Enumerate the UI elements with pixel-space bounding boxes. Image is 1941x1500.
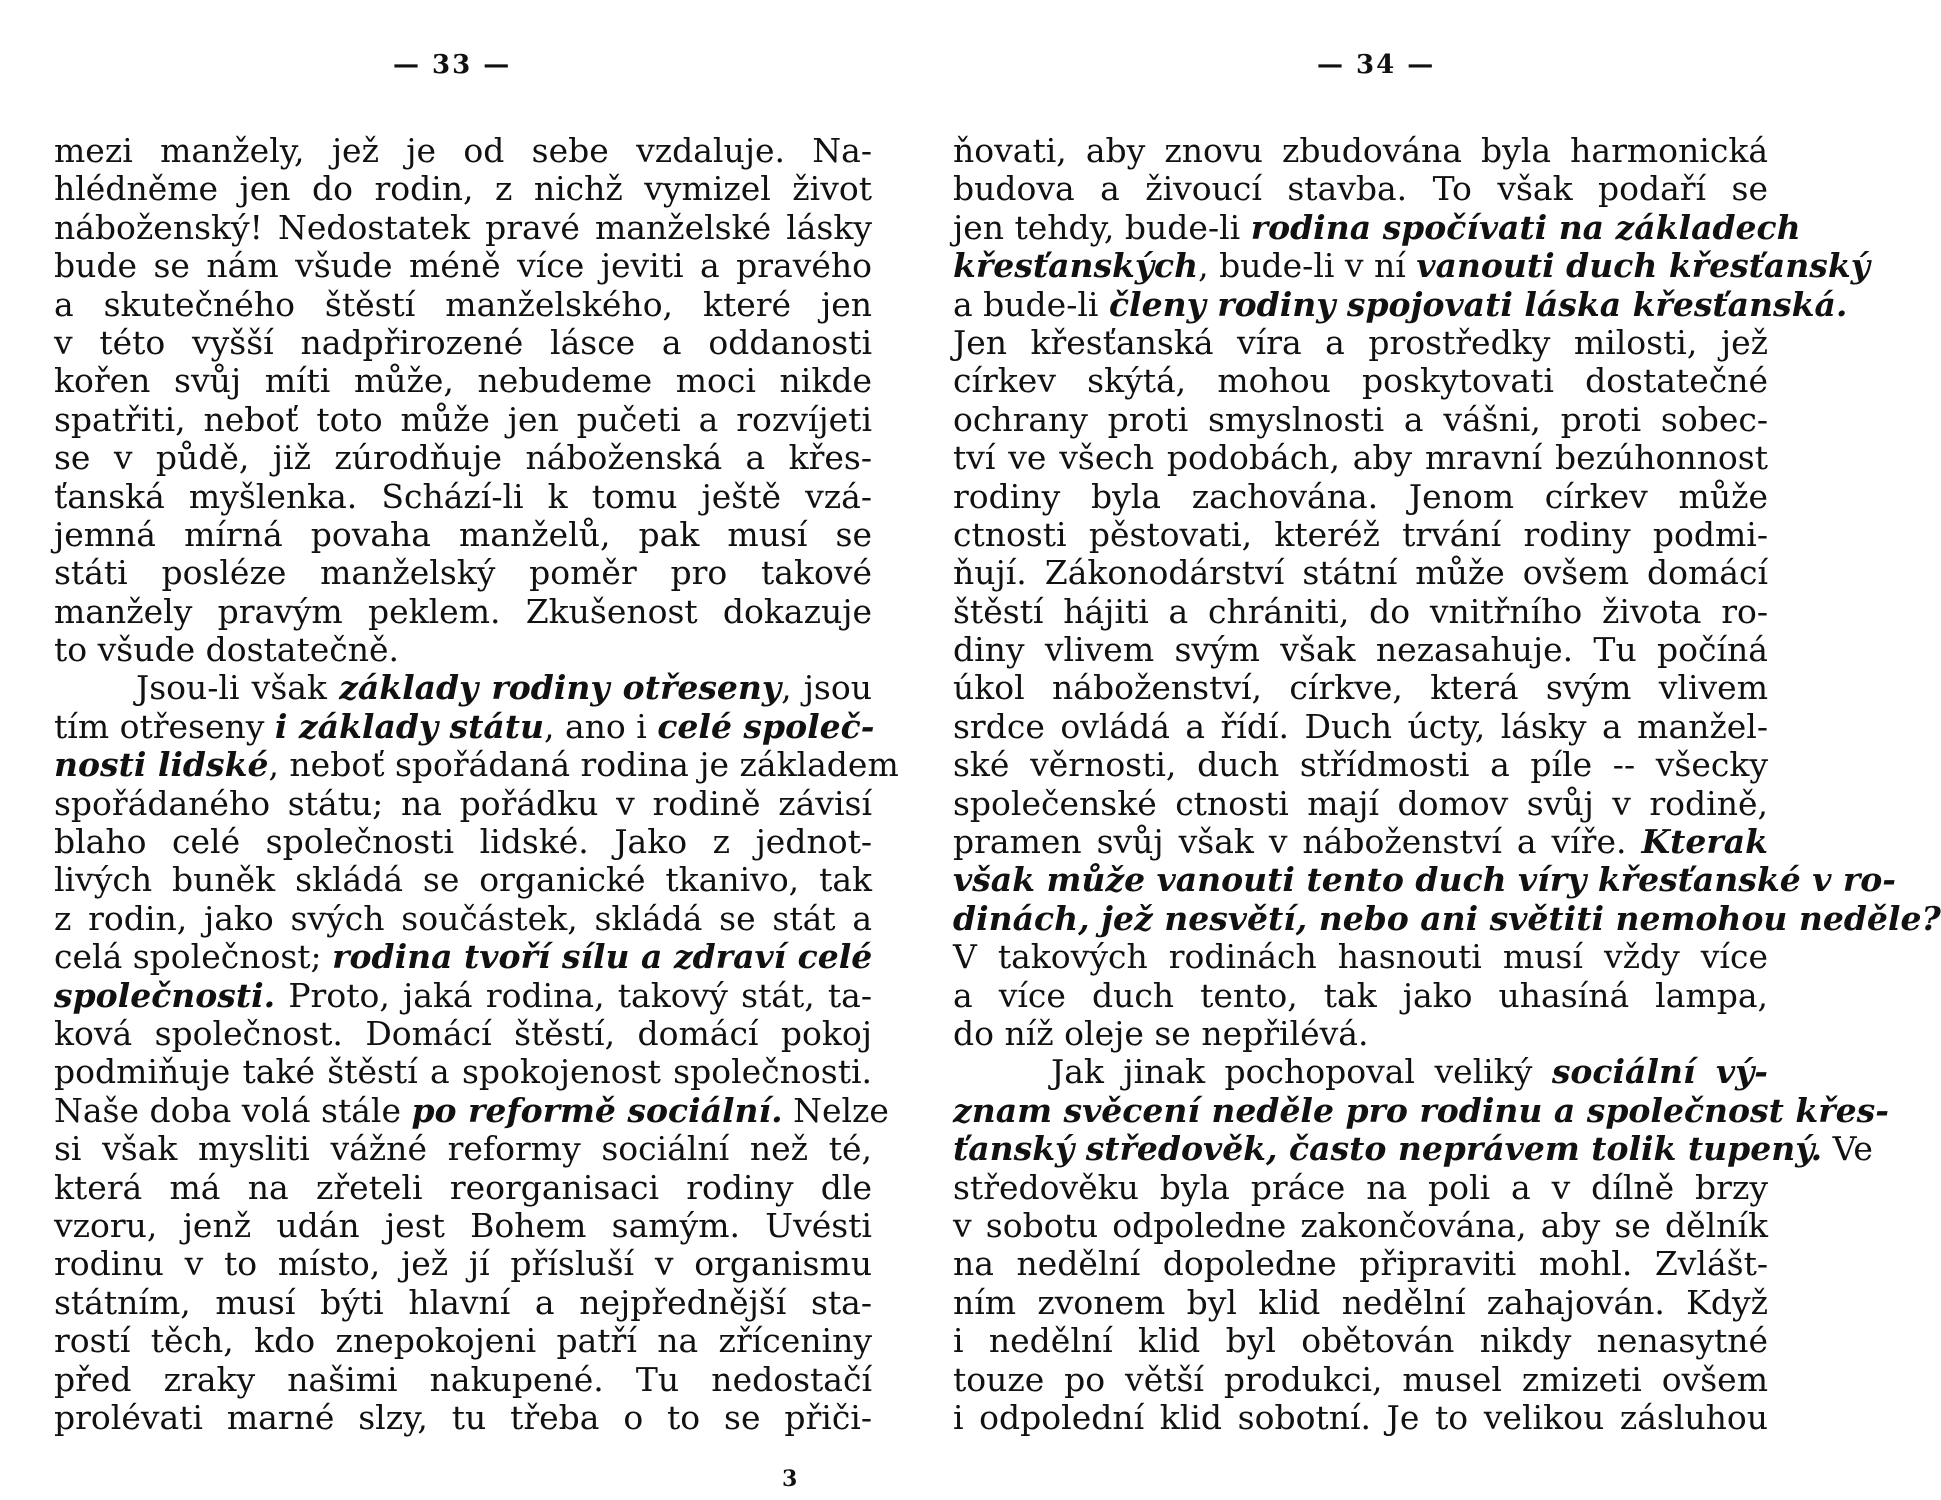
- text-line: nosti lidské, neboť spořádaná rodina je základem: [54, 745, 899, 785]
- text-line: touze po větší produkci, musel zmizeti ovšem: [953, 1359, 1768, 1399]
- emphasis: ťanský středověk, často neprávem tolik tupený.: [953, 1129, 1823, 1169]
- text-line: do níž oleje se nepřilévá.: [953, 1013, 1369, 1053]
- text-line: [953, 860, 1896, 900]
- text-line: středověku byla práce na poli a v dílně brzy: [953, 1167, 1768, 1207]
- text-line: vzoru, jenž udán jest Bohem samým. Uvésti: [54, 1205, 872, 1245]
- text-line: [953, 898, 1941, 938]
- text-line: jen tehdy, bude-li rodina spočívati na základech: [953, 207, 1801, 247]
- text-line: srdce ovládá a řídí. Duch úcty, lásky a manžel-: [953, 706, 1768, 746]
- text-line: ňují. Zákonodárství státní může ovšem domácí: [953, 553, 1768, 593]
- text-line: křesťanských, bude-li v ní vanouti duch křesťanský: [953, 246, 1870, 286]
- text-line: a více duch tento, tak jako uhasíná lampa,: [953, 975, 1768, 1015]
- text-line: kořen svůj míti může, nebudeme moci nikde: [54, 361, 872, 401]
- text-line: a skutečného štěstí manželského, které jen: [54, 284, 872, 324]
- emphasis: nosti lidské: [54, 745, 269, 785]
- text-line: spořádaného státu; na pořádku v rodině závisí: [54, 783, 872, 823]
- text-line: která má na zřeteli reorganisaci rodiny dle: [54, 1167, 872, 1207]
- text-line: v sobotu odpoledne zakončována, aby se dělník: [953, 1205, 1768, 1245]
- text-line: ctnosti pěstovati, kteréž trvání rodiny podmi-: [953, 514, 1768, 554]
- text-line: státním, musí býti hlavní a nejpřednější sta-: [54, 1282, 872, 1322]
- text-line: prolévati marné slzy, tu třeba o to se přiči-: [54, 1397, 872, 1437]
- text-line: bude se nám všude méně více jeviti a pravého: [54, 246, 872, 286]
- text-line: se v půdě, již zúrodňuje náboženská a křes-: [54, 438, 872, 478]
- text-line: i nedělní klid byl obětován nikdy nenasytné: [953, 1321, 1768, 1361]
- left-page: [0, 0, 915, 1500]
- text-line: rodinu v to místo, jež jí přísluší v organismu: [54, 1244, 872, 1284]
- emphasis: po reformě sociální.: [411, 1090, 783, 1130]
- page-text: [953, 131, 1941, 1437]
- text-line: v této vyšší nadpřirozené lásce a oddanosti: [54, 322, 872, 362]
- emphasis: sociální vý-: [1551, 1052, 1768, 1092]
- text-line: společnosti. Proto, jaká rodina, takový stát, ta-: [54, 975, 872, 1015]
- text-line: rodiny byla zachována. Jenom církev může: [953, 476, 1768, 516]
- text-line: jemná mírná povaha manželů, pak musí se: [54, 514, 872, 554]
- text-line: a bude-li členy rodiny spojovati láska křesťanská.: [953, 284, 1848, 324]
- text-line: ňovati, aby znovu zbudována byla harmonická: [953, 131, 1768, 170]
- text-line: to všude dostatečně.: [54, 630, 400, 670]
- text-line: ním zvonem byl klid nedělní zahajován. Když: [953, 1282, 1768, 1322]
- emphasis: celé společ-: [657, 706, 875, 746]
- text-line: před zraky našimi nakupené. Tu nedostačí: [54, 1359, 872, 1399]
- text-line: spatřiti, neboť toto může jen pučeti a rozvíjeti: [54, 399, 872, 439]
- text-line: náboženský! Nedostatek pravé manželské lásky: [54, 207, 872, 247]
- emphasis: Kterak: [1641, 822, 1768, 862]
- text-line: ské věrnosti, duch střídmosti a píle -- všecky: [953, 745, 1768, 785]
- text-line: Jak jinak pochopoval veliký sociální vý-: [1051, 1052, 1768, 1092]
- text-line: hlédněme jen do rodin, z nichž vymizel život: [54, 169, 872, 209]
- text-line: V takových rodinách hasnouti musí vždy více: [953, 937, 1768, 977]
- text-line: na nedělní dopoledne připraviti mohl. Zvlášt-: [953, 1244, 1768, 1284]
- text-line: i odpolední klid sobotní. Je to velikou zásluhou: [953, 1397, 1768, 1437]
- text-line: livých buněk skládá se organické tkanivo, tak: [54, 860, 872, 900]
- text-line: mezi manžely, jež je od sebe vzdaluje. Na-: [54, 131, 872, 170]
- text-line: rostí těch, kdo znepokojeni patří na zříceniny: [54, 1321, 872, 1361]
- right-page: [915, 0, 1941, 1500]
- text-line: si však mysliti vážné reformy sociální než té,: [54, 1129, 872, 1169]
- page-number: — 34 —: [1317, 50, 1436, 80]
- emphasis: rodina spočívati na základech: [1250, 207, 1801, 247]
- text-line: ťanský středověk, často neprávem tolik tupený. Ve: [953, 1129, 1873, 1169]
- text-line: ochrany proti smyslnosti a vášni, proti sobec-: [953, 399, 1768, 439]
- text-line: blaho celé společnosti lidské. Jako z jednot-: [54, 822, 872, 862]
- signature-mark: 3: [782, 1466, 798, 1492]
- text-line: Jsou-li však základy rodiny otřeseny, jsou: [136, 668, 872, 708]
- text-line: společenské ctnosti mají domov svůj v rodině,: [953, 783, 1768, 823]
- page-text: [54, 131, 899, 1437]
- text-line: [953, 1090, 1889, 1130]
- text-line: podmiňuje také štěstí a spokojenost společnosti.: [54, 1052, 872, 1092]
- text-line: z rodin, jako svých součástek, skládá se stát a: [54, 898, 872, 938]
- text-line: budova a živoucí stavba. To však podaří se: [953, 169, 1768, 209]
- text-line: ková společnost. Domácí štěstí, domácí pokoj: [54, 1013, 872, 1053]
- emphasis: vanouti duch křesťanský: [1416, 246, 1870, 286]
- emphasis: základy rodiny otřeseny: [339, 668, 782, 708]
- text-line: celá společnost; rodina tvoří sílu a zdraví celé: [54, 937, 873, 977]
- emphasis: společnosti.: [54, 975, 276, 1015]
- text-line: státi posléze manželský poměr pro takové: [54, 553, 872, 593]
- emphasis: dinách, jež nesvětí, nebo ani světiti nemohou neděle?: [953, 898, 1941, 938]
- text-line: úkol náboženství, církve, která svým vlivem: [953, 668, 1768, 708]
- text-line: církev skýtá, mohou poskytovati dostatečné: [953, 361, 1768, 401]
- text-line: ťanská myšlenka. Schází-li k tomu ještě vzá-: [54, 476, 872, 516]
- text-line: tím otřeseny i základy státu, ano i celé společ-: [54, 706, 875, 746]
- emphasis: křesťanských: [953, 246, 1199, 286]
- emphasis: členy rodiny spojovati láska křesťanská.: [1108, 284, 1848, 324]
- text-line: manžely pravým peklem. Zkušenost dokazuje: [54, 591, 872, 631]
- text-line: Naše doba volá stále po reformě sociální. Nelze: [54, 1090, 889, 1130]
- emphasis: i základy státu: [274, 706, 544, 746]
- emphasis: však může vanouti tento duch víry křesťanské v ro-: [953, 860, 1896, 900]
- page-number: — 33 —: [393, 50, 512, 80]
- text-line: diny vlivem svým však nezasahuje. Tu počíná: [953, 630, 1768, 670]
- text-line: pramen svůj však v náboženství a víře. Kterak: [953, 822, 1768, 862]
- text-line: Jen křesťanská víra a prostředky milosti, jež: [953, 322, 1768, 362]
- text-line: tví ve všech podobách, aby mravní bezúhonnost: [953, 438, 1768, 478]
- emphasis: rodina tvoří sílu a zdraví celé: [332, 937, 873, 977]
- text-line: štěstí hájiti a chrániti, do vnitřního života ro-: [953, 591, 1768, 631]
- emphasis: znam svěcení neděle pro rodinu a společnost křes-: [953, 1090, 1889, 1130]
